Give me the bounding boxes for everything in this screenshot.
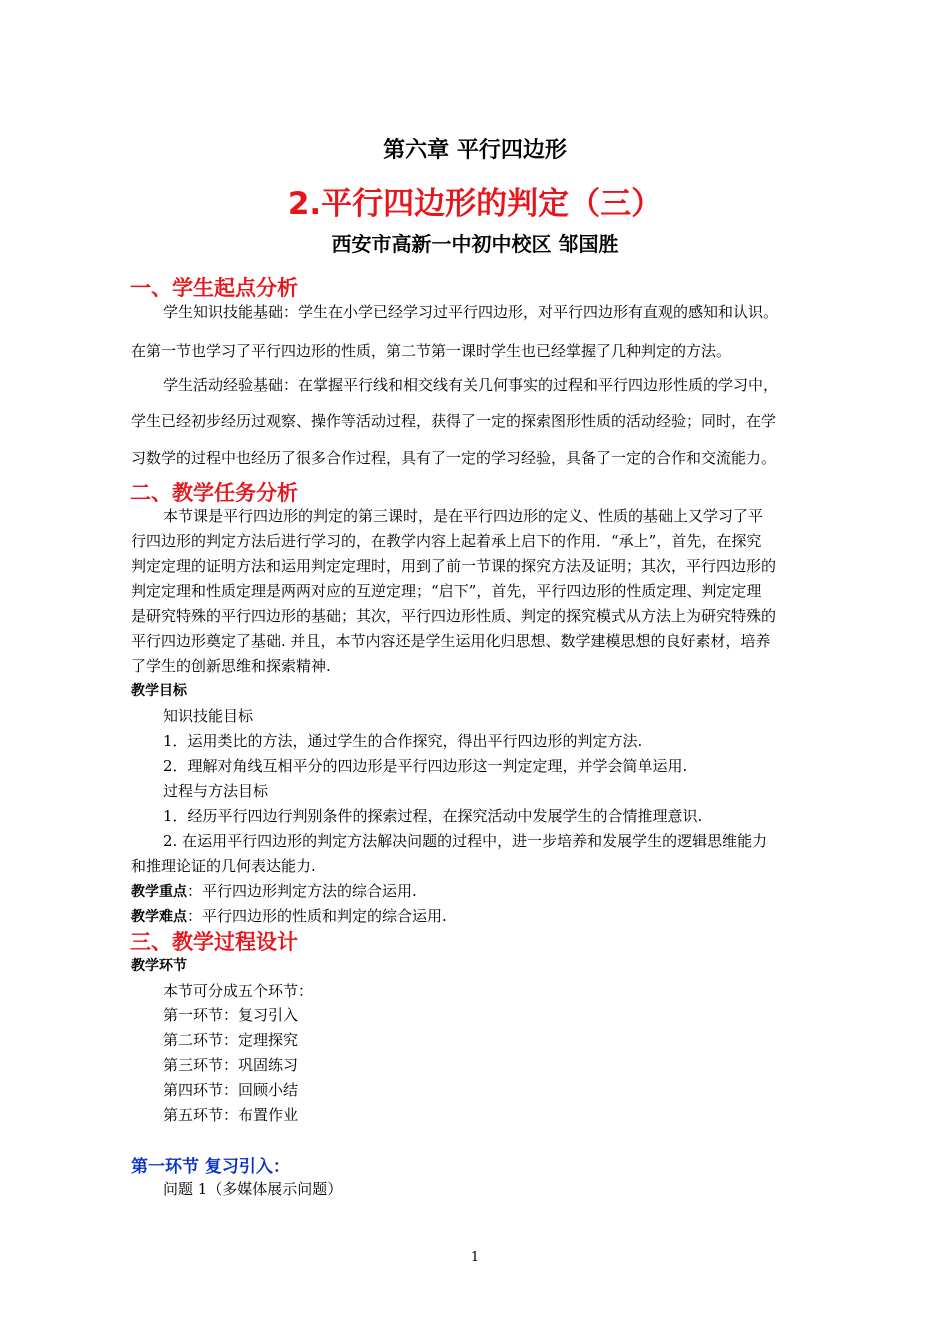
chapter-title: 第六章 平行四边形 (383, 137, 567, 163)
key-point-text: ：平行四边形判定方法的综合运用. (187, 882, 417, 900)
knowledge-goals-label: 知识技能目标 (163, 707, 254, 725)
paragraph-line: 了学生的创新思维和探索精神. (131, 657, 331, 675)
paragraph-line: 平行四边形奠定了基础. 并且，本节内容还是学生运用化归思想、数学建模思想的良好素材，培养 (131, 632, 771, 650)
paragraph-line: 学生知识技能基础：学生在小学已经学习过平行四边形，对平行四边形有直观的感知和认识。 (163, 303, 779, 321)
paragraph-line: 习数学的过程中也经历了很多合作过程，具有了一定的学习经验，具备了一定的合作和交流能力。 (131, 449, 777, 467)
key-point (131, 880, 417, 901)
paragraph-line: 学生已经初步经历过观察、操作等活动过程，获得了一定的探索图形性质的活动经验；同时，在学 (131, 412, 777, 430)
paragraph-line: 行四边形的判定方法后进行学习的，在教学内容上起着承上启下的作用．“承上”，首先，在探究 (131, 532, 762, 550)
paragraph-line: 本节课是平行四边形的判定的第三课时，是在平行四边形的定义、性质的基础上又学习了平 (163, 507, 764, 525)
paragraph-line: 在第一节也学习了平行四边形的性质，第二节第一课时学生也已经掌握了几种判定的方法。 (131, 342, 732, 360)
paragraph-line: 是研究特殊的平行四边形的基础；其次，平行四边形性质、判定的探究模式从方法上为研究特殊的 (131, 607, 777, 625)
paragraph-line: 判定定理的证明方法和运用判定定理时，用到了前一节课的探究方法及证明；其次，平行四边形的 (131, 557, 777, 575)
steps-intro: 本节可分成五个环节： (163, 982, 314, 1000)
steps-label: 教学环节 (131, 958, 187, 974)
step-item: 第四环节：回顾小结 (163, 1081, 299, 1099)
section-1-title: 一、学生起点分析 (130, 276, 298, 300)
step-item: 第一环节：复习引入 (163, 1006, 299, 1024)
paragraph-line: 判定定理和性质定理是两两对应的互逆定理；“启下”，首先，平行四边形的性质定理、判定定理 (131, 582, 762, 600)
page-number: 1 (470, 1250, 480, 1265)
step-item: 第五环节：布置作业 (163, 1106, 299, 1124)
process-goal-2-cont: 和推理论证的几何表达能力. (131, 857, 316, 875)
section-3-title: 三、教学过程设计 (130, 930, 298, 954)
difficulty-text: ：平行四边形的性质和判定的综合运用. (187, 907, 447, 925)
process-goal-1: 1．经历平行四边行判别条件的探索过程，在探究活动中发展学生的合情推理意识. (163, 807, 703, 825)
section-2-title: 二、教学任务分析 (130, 481, 298, 505)
lesson-title: 2.平行四边形的判定（三） (287, 186, 663, 222)
knowledge-goal-1: 1．运用类比的方法，通过学生的合作探究，得出平行四边形的判定方法. (163, 732, 643, 750)
question-1: 问题 1（多媒体展示问题） (163, 1180, 343, 1198)
knowledge-goal-2: 2．理解对角线互相平分的四边形是平行四边形这一判定定理，并学会简单运用. (163, 757, 688, 775)
step-1-heading: 第一环节 复习引入： (131, 1157, 290, 1177)
step-item: 第三环节：巩固练习 (163, 1056, 299, 1074)
key-point-label: 教学重点 (131, 884, 187, 900)
difficulty-point (131, 905, 447, 926)
author-line: 西安市高新一中初中校区 邹国胜 (331, 232, 619, 256)
difficulty-label: 教学难点 (131, 909, 187, 925)
step-item: 第二环节：定理探究 (163, 1031, 299, 1049)
process-goal-2: 2. 在运用平行四边形的判定方法解决问题的过程中，进一步培养和发展学生的逻辑思维能力 (163, 832, 768, 850)
process-goals-label: 过程与方法目标 (163, 782, 269, 800)
paragraph-line: 学生活动经验基础：在掌握平行线和相交线有关几何事实的过程和平行四边形性质的学习中， (163, 376, 779, 394)
goals-label: 教学目标 (131, 683, 187, 699)
